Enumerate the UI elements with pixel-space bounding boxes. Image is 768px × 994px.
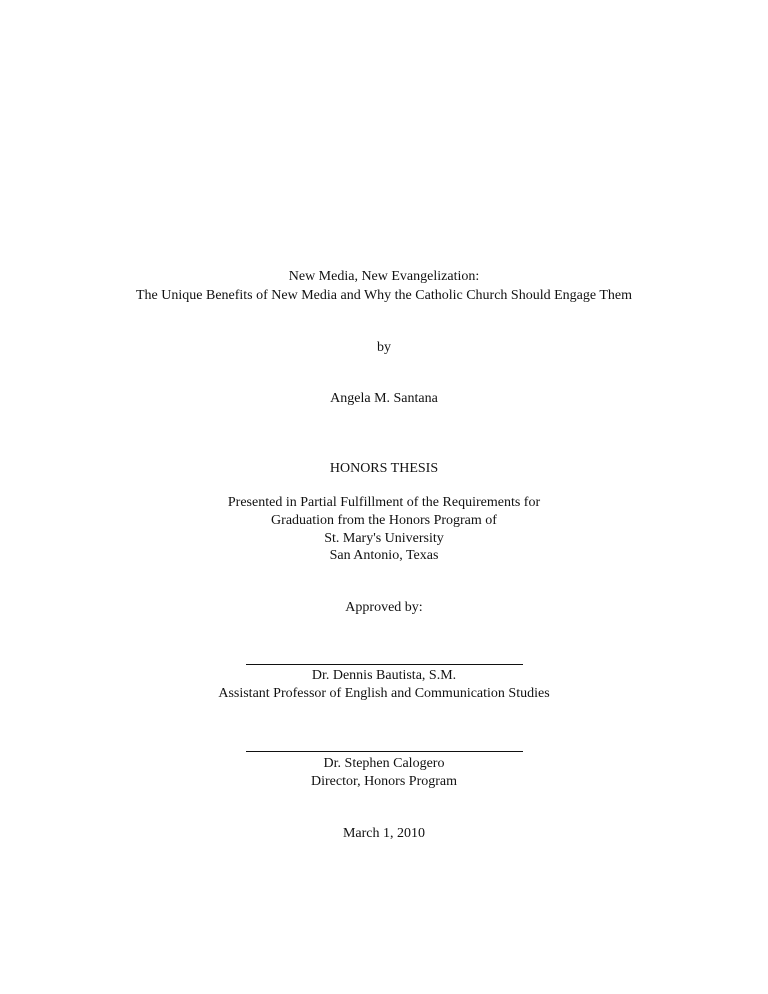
presentation-line-2: Graduation from the Honors Program of bbox=[271, 513, 497, 528]
presentation-line-4: San Antonio, Texas bbox=[329, 548, 439, 563]
thesis-type: HONORS THESIS bbox=[329, 461, 439, 476]
signatory-2-name: Dr. Stephen Calogero bbox=[323, 756, 445, 771]
signatory-2-title: Director, Honors Program bbox=[310, 774, 457, 789]
by-label: by bbox=[377, 340, 391, 355]
approved-by-label: Approved by: bbox=[345, 600, 423, 615]
signature-line-1 bbox=[246, 664, 523, 665]
author-name: Angela M. Santana bbox=[330, 391, 438, 406]
signature-line-2 bbox=[246, 751, 523, 752]
presentation-line-1: Presented in Partial Fulfillment of the Requirements for bbox=[227, 495, 541, 510]
signatory-1-name: Dr. Dennis Bautista, S.M. bbox=[311, 668, 457, 683]
signatory-1-title: Assistant Professor of English and Communication Studies bbox=[218, 686, 550, 701]
thesis-date: March 1, 2010 bbox=[342, 826, 426, 841]
presentation-line-3: St. Mary's University bbox=[324, 531, 444, 546]
thesis-title-line-2: The Unique Benefits of New Media and Why the Catholic Church Should Engage Them bbox=[136, 288, 632, 303]
thesis-title-line-1: New Media, New Evangelization: bbox=[288, 269, 480, 284]
